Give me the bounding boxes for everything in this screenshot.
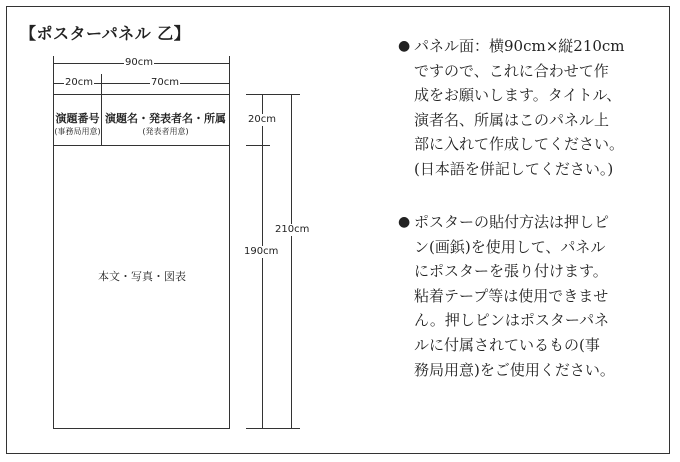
header-cell-number-note: (事務局用意) [54, 127, 101, 136]
note-pinning-method [398, 210, 615, 382]
header-cell-number-label: 演題番号 [55, 112, 100, 125]
dim-total-width-label: 90cm [125, 57, 153, 68]
bullet-icon: ● [398, 214, 411, 230]
note-panel-size [398, 34, 625, 182]
panel-body-label: 本文・写真・図表 [98, 270, 186, 283]
note-line: ルに付属されているもの(事 [414, 335, 600, 354]
dim-total-height-label: 210cm [275, 224, 310, 235]
note-line: (日本語を併記してください。) [414, 159, 614, 178]
note-line: にポスターを張り付けます。 [414, 262, 608, 281]
note-line: ん。押しピンはポスターパネ [414, 311, 610, 330]
header-cell-title-label: 演題名・発表者名・所属 [105, 112, 226, 125]
note-line: 部に入れて作成してください。 [414, 135, 625, 154]
note-line: 成をお願いします。タイトル、 [414, 86, 622, 105]
note-line: 粘着テープ等は使用できませ [414, 286, 609, 305]
note-line: ですので、これに合わせて作 [414, 61, 609, 80]
header-cell-title-note: (発表者用意) [142, 127, 189, 136]
dim-header-height-label: 20cm [248, 114, 276, 125]
header-cell-number [54, 110, 101, 137]
note-line: 演者名、所属はこのパネル上 [414, 110, 610, 129]
page-title: 【ポスターパネル 乙】 [20, 24, 191, 43]
dim-body-height-label: 190cm [244, 246, 279, 257]
note-line: 務局用意)をご使用ください。 [414, 360, 615, 379]
header-cell-title [102, 110, 229, 137]
bullet-icon: ● [398, 38, 411, 54]
note-line: ン(画鋲)を使用して、パネル [414, 237, 606, 256]
panel-outline [54, 95, 230, 429]
dim-right-width-label: 70cm [151, 77, 179, 88]
dim-left-width-label: 20cm [65, 77, 93, 88]
note-line: パネル面：横90cm×縦210cm [414, 37, 625, 55]
note-line: ポスターの貼付方法は押しピ [414, 213, 610, 231]
